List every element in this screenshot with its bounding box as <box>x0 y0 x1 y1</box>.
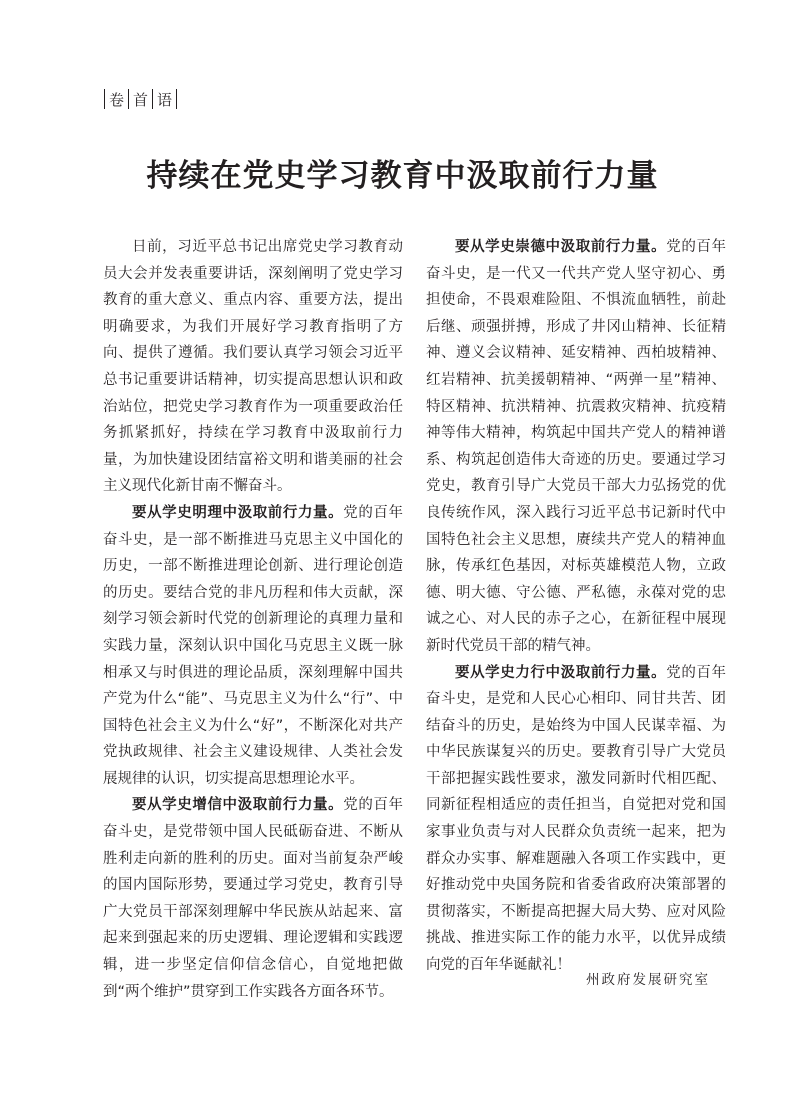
paragraph-text: 党的百年奋斗史，是一部不断推进马克思主义中国化的历史，一部不断推进理论创新、进行理论创造的历史。要结合党的非凡历程和伟大贡献，深刻学习领会新时代党的创新理论的真理力量和实践力量，深刻认识中国化马克思主义既一脉相承又与时俱进的理论品质，深刻理解中国共产党为什么“能”、马克思主义为什么“行”、中国特色社会主义为什么“好”，不断深化对共产党执政规律、社会主义建设规律、人类社会发展规律的认识，切实提高思想理论水平。 <box>103 504 403 787</box>
paragraph-intro <box>103 234 403 500</box>
section-tag <box>101 88 180 110</box>
paragraph-learn-action <box>426 660 726 979</box>
paragraph-text: 党的百年奋斗史，是党和人民心心相印、同甘共苦、团结奋斗的历史，是始终为中国人民谋幸福、为中华民族谋复兴的历史。要教育引导广大党员干部把握实践性要求，激发同新时代相匹配、同新征程相适应的责任担当，自觉把对党和国家事业负责与对人民群众负责统一起来，把为群众办实事、解难题融入各项工作实践中，更好推动党中央国务院和省委省政府决策部署的贯彻落实，不断提高把握大局大势、应对风险挑战、推进实际工作的能力水平，以优异成绩向党的百年华诞献礼！ <box>426 664 726 974</box>
paragraph-lead: 要从学史力行中汲取前行力量。 <box>455 664 667 681</box>
paragraph-text: 党的百年奋斗史，是党带领中国人民砥砺奋进、不断从胜利走向新的胜利的历史。面对当前复杂严峻的国内国际形势，要通过学习党史，教育引导广大党员干部深刻理解中华民族从站起来、富起来到强起来的历史逻辑、理论逻辑和实践逻辑，进一步坚定信仰信念信心，自觉地把做到“两个维护”贯穿到工作实践各方面各环节。 <box>103 797 403 1000</box>
tag-divider <box>104 89 105 109</box>
paragraph-lead: 要从学史增信中汲取前行力量。 <box>132 797 344 814</box>
author-signature: 州政府发展研究室 <box>586 972 710 988</box>
tag-divider <box>176 89 177 109</box>
right-column <box>426 234 726 979</box>
paragraph-lead: 要从学史崇德中汲取前行力量。 <box>455 239 667 255</box>
paragraph-text: 党的百年奋斗史，是一代又一代共产党人坚守初心、勇担使命，不畏艰难险阻、不惧流血牺牲，前赴后继、顽强拼搏，形成了井冈山精神、长征精神、遵义会议精神、延安精神、西柏坡精神、红岩精神、抗美援朝精神、“两弹一星”精神、特区精神、抗洪精神、抗震救灾精神、抗疫精神等伟大精神，构筑起中国共产党人的精神谱系、构筑起创造伟大奇迹的历史。要通过学习党史，教育引导广大党员干部大力弘扬党的优良传统作风，深入践行习近平总书记新时代中国特色社会主义思想，赓续共产党人的精神血脉，传承红色基因，对标英雄模范人物，立政德、明大德、守公德、严私德，永葆对党的忠诚之心、对人民的赤子之心，在新征程中展现新时代党员干部的精气神。 <box>426 239 726 654</box>
paragraph-learn-virtue <box>426 234 726 660</box>
section-tag-char: 卷 <box>108 90 124 109</box>
paragraph-learn-faith <box>103 792 403 1005</box>
tag-divider <box>128 89 129 109</box>
page-title: 持续在党史学习教育中汲取前行力量 <box>146 158 659 194</box>
section-tag-char: 语 <box>156 90 172 109</box>
left-column <box>103 234 403 1005</box>
paragraph-lead: 要从学史明理中汲取前行力量。 <box>132 504 344 521</box>
paragraph-text: 日前，习近平总书记出席党史学习教育动员大会并发表重要讲话，深刻阐明了党史学习教育的重大意义、重点内容、重要方法，提出明确要求，为我们开展好学习教育指明了方向、提供了遵循。我们要认真学习领会习近平总书记重要讲话精神，切实提高思想认识和政治站位，把党史学习教育作为一项重要政治任务抓紧抓好，持续在学习教育中汲取前行力量，为加快建设团结富裕文明和谐美丽的社会主义现代化新甘南不懈奋斗。 <box>103 239 403 495</box>
tag-divider <box>152 89 153 109</box>
paragraph-learn-reason <box>103 500 403 793</box>
section-tag-char: 首 <box>132 90 148 109</box>
